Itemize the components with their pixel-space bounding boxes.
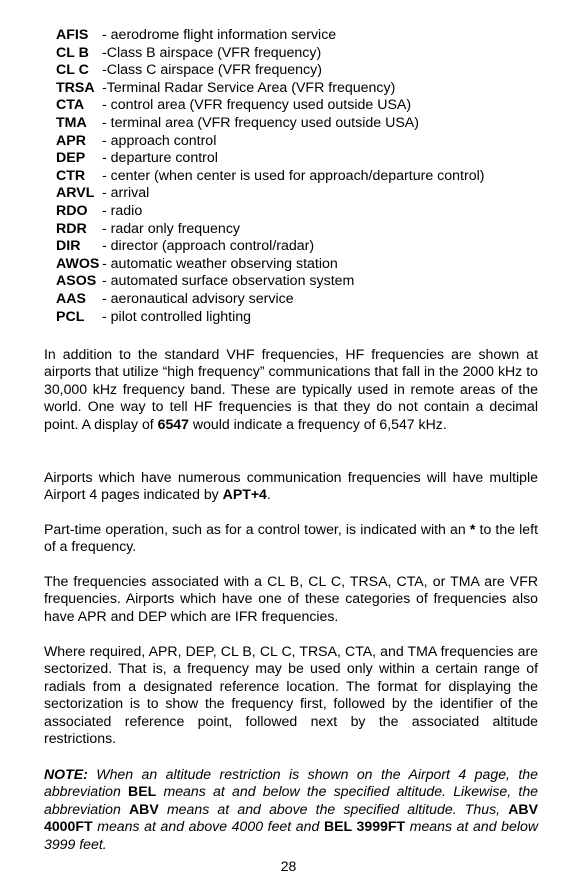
abbreviation-row — [56, 62, 556, 80]
text-span: . — [266, 486, 271, 503]
abbreviation-row — [56, 115, 556, 133]
abbreviation-row — [56, 97, 556, 115]
abbreviation-definition: - director (approach control/radar) — [102, 238, 315, 255]
abbreviation-code: TMA — [56, 114, 87, 131]
abbreviation-row — [56, 27, 556, 45]
abbreviation-list — [56, 27, 556, 326]
abbreviation-code: DEP — [56, 150, 86, 167]
abbreviation-definition: - approach control — [102, 132, 217, 149]
abbreviation-row — [56, 150, 556, 168]
abbreviation-definition: - departure control — [102, 150, 218, 167]
abbreviation-row — [56, 203, 556, 221]
abbreviation-definition: - arrival — [102, 185, 150, 202]
abbreviation-definition: - radar only frequency — [102, 220, 241, 237]
abbreviation-row — [56, 309, 556, 327]
text-span: means at and below 3999 feet. — [44, 818, 538, 852]
abbreviation-code: CTA — [56, 97, 85, 114]
bold-text: APT+4 — [222, 486, 267, 503]
hf-frequencies-paragraph — [44, 346, 538, 433]
abbreviation-row — [56, 238, 556, 256]
text-span: In addition to the standard VHF frequencies, HF frequencies are shown at airports that utilize “high frequency” communications that fall in the 2000 kHz to 30,000 kHz frequency band. These are typically used in remote areas of the world. One way to tell HF frequencies is that they do not contain a decimal point. A display of — [44, 346, 538, 432]
abbreviation-code: CTR — [56, 167, 86, 184]
page-number: 28 — [280, 858, 297, 874]
part-time-paragraph — [44, 521, 538, 556]
abbreviation-row — [56, 45, 556, 63]
abbreviation-code: RDR — [56, 220, 87, 237]
text-span: would indicate a frequency of 6,547 kHz. — [188, 415, 447, 432]
abbreviation-definition: - automatic weather observing station — [102, 255, 338, 272]
note-paragraph — [44, 766, 538, 853]
abbreviation-definition: - radio — [102, 202, 143, 219]
abbreviation-definition: - pilot controlled lighting — [102, 308, 252, 325]
abbreviation-row — [56, 185, 556, 203]
multiple-pages-paragraph — [44, 469, 538, 504]
vfr-frequencies-paragraph: The frequencies associated with a CL B, CL C, TRSA, CTA, or TMA are VFR frequencies. Airports which have one of these categories of frequencies also have APR and DEP which are IFR frequencies. — [44, 573, 538, 624]
abbreviation-code: TRSA — [56, 79, 95, 96]
text-span: means at and above 4000 feet and — [92, 818, 324, 835]
abbreviation-code: AFIS — [56, 27, 89, 43]
abbreviation-code: RDO — [56, 202, 88, 219]
abbreviation-definition: - terminal area (VFR frequency used outside USA) — [102, 114, 419, 131]
abbreviation-definition: -Class C airspace (VFR frequency) — [102, 62, 322, 79]
abbreviation-definition: -Class B airspace (VFR frequency) — [102, 44, 322, 61]
abbreviation-definition: -Terminal Radar Service Area (VFR frequency) — [102, 79, 396, 96]
sectorization-paragraph: Where required, APR, DEP, CL B, CL C, TRSA, CTA, and TMA frequencies are sectorized. That is, a frequency may be used only within a certain range of radials from a designated reference location. The format for displaying the sectorization is to show the frequency first, followed by the identifier of the associated reference point, followed next by the associated altitude restrictions. — [44, 643, 538, 747]
bold-text: BEL 3999FT — [323, 818, 406, 835]
abbreviation-definition: - aerodrome flight information service — [102, 27, 337, 43]
abbreviation-definition: - center (when center is used for approach/departure control) — [102, 167, 485, 184]
abbreviation-code: PCL — [56, 308, 85, 325]
abbreviation-definition: - control area (VFR frequency used outside USA) — [102, 97, 412, 114]
text-span: means at and above the specified altitude. Thus, — [158, 800, 509, 817]
abbreviation-code: CL B — [56, 44, 89, 61]
bold-text: ABV 4000FT — [44, 800, 539, 835]
abbreviation-definition: - automated surface observation system — [102, 273, 355, 290]
abbreviation-definition: - aeronautical advisory service — [102, 290, 294, 307]
bold-text: * — [469, 521, 476, 537]
abbreviation-row — [56, 256, 556, 274]
abbreviation-code: AAS — [56, 290, 86, 307]
text-span: When an altitude restriction is shown on the Airport 4 page, the abbreviation — [44, 766, 538, 800]
bold-text: 6547 — [157, 415, 189, 432]
abbreviation-row — [56, 291, 556, 309]
note-label: NOTE: — [44, 766, 88, 782]
abbreviation-code: ASOS — [56, 273, 97, 290]
bold-text: BEL — [128, 783, 157, 800]
text-span: means at and below the specified altitude. Likewise, the abbreviation — [44, 783, 539, 817]
abbreviation-row — [56, 133, 556, 151]
abbreviation-row — [56, 221, 556, 239]
abbreviation-row — [56, 273, 556, 291]
abbreviation-code: DIR — [56, 238, 81, 255]
text-span: Part-time operation, such as for a control tower, is indicated with an — [44, 521, 470, 537]
abbreviation-code: ARVL — [56, 185, 95, 202]
abbreviation-row — [56, 168, 556, 186]
abbreviation-code: AWOS — [56, 255, 100, 272]
abbreviation-code: CL C — [56, 62, 89, 79]
bold-text: ABV — [128, 800, 159, 817]
abbreviation-row — [56, 80, 556, 98]
text-span: Airports which have numerous communication frequencies will have multiple Airport 4 pages indicated by — [44, 469, 538, 503]
abbreviation-code: APR — [56, 132, 86, 149]
text-span: to the left of a frequency. — [44, 521, 538, 555]
